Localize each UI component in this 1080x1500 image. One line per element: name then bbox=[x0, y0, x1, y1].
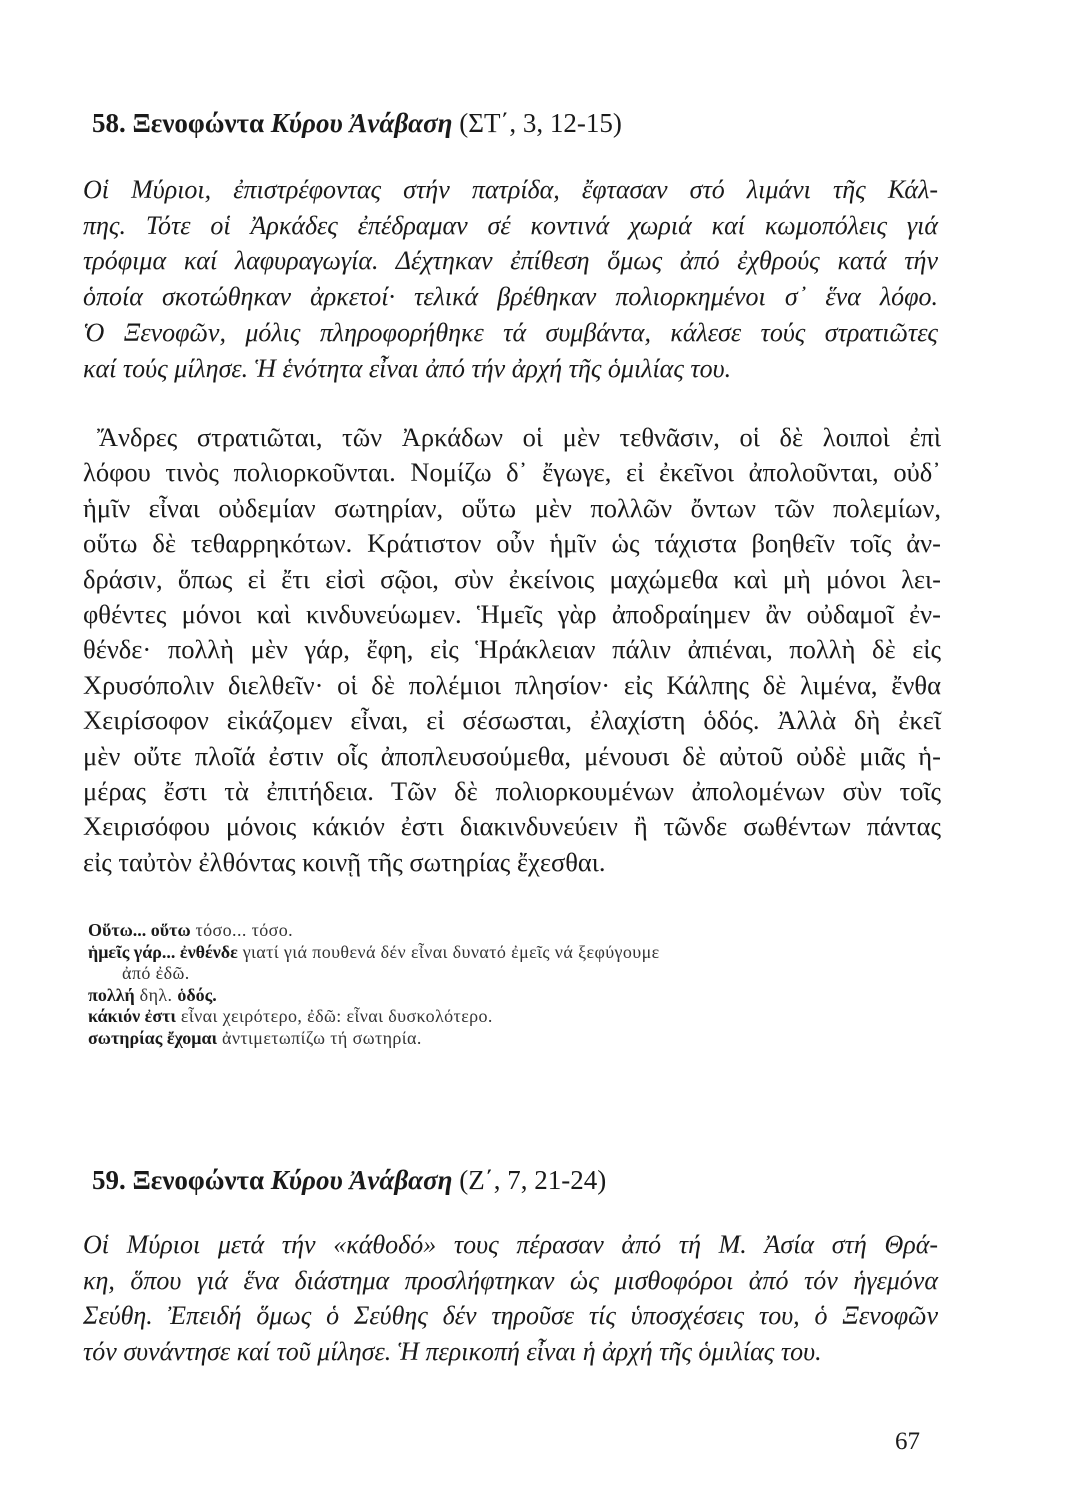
intro-line: Σεύθη. Ἐπειδή ὅμως ὁ Σεύθης δέν τηροῦσε τίς ὑποσχέσεις του, ὁ Ξενοφῶν bbox=[83, 1301, 938, 1331]
intro-line: Οἱ Μύριοι μετά τήν «κάθοδό» τους πέρασαν ἀπό τή Μ. Ἀσία στή Θρά- bbox=[83, 1230, 938, 1259]
glossary-term: ὁδός. bbox=[177, 984, 217, 1005]
glossary-definition: τόσο... τόσο. bbox=[190, 920, 294, 940]
intro-line: τρόφιμα καί λαφυραγωγία. Δέχτηκαν ἐπίθεση ὅμως ἀπό ἐχθρούς κατά τήν bbox=[83, 246, 938, 276]
section-59-heading bbox=[92, 1163, 606, 1197]
glossary-term: σωτηρίας ἔχομαι bbox=[88, 1027, 218, 1048]
section-58-author: Ξενοφώντα bbox=[132, 108, 265, 138]
section-58-intro bbox=[83, 172, 938, 386]
glossary-entry bbox=[88, 942, 948, 964]
glossary-entry bbox=[88, 985, 948, 1007]
section-58-reference: (ΣΤ΄, 3, 12-15) bbox=[459, 108, 622, 138]
glossary-term: πολλή bbox=[88, 984, 135, 1005]
greek-line: λόφου τινὸς πολιορκοῦνται. Νομίζω δ᾽ ἔγωγε, εἰ ἐκεῖνοι ἀπολοῦνται, οὐδ᾽ bbox=[83, 457, 941, 488]
section-59-author: Ξενοφώντα bbox=[132, 1165, 265, 1195]
greek-line: οὕτω δὲ τεθαρρηκότων. Κράτιστον οὖν ἡμῖν ὡς τάχιστα βοηθεῖν τοῖς ἀν- bbox=[83, 528, 941, 559]
greek-line: μέρας ἔστι τὰ ἐπιτήδεια. Τῶν δὲ πολιορκουμένων ἀπολομένων σὺν τοῖς bbox=[83, 776, 941, 807]
glossary-entry bbox=[88, 920, 948, 942]
intro-line: κη, ὅπου γιά ἕνα διάστημα προσλήφτηκαν ὡς μισθοφόροι ἀπό τόν ἡγεμόνα bbox=[83, 1265, 938, 1295]
section-59-number: 59. bbox=[92, 1165, 126, 1195]
glossary-definition: ἀπό ἐδῶ. bbox=[122, 963, 190, 983]
section-58-work-title: Κύρου Ἀνάβαση bbox=[270, 108, 453, 138]
glossary-definition: γιατί γιά πουθενά δέν εἶναι δυνατό ἐμεῖς νά ξεφύγουμε bbox=[237, 941, 660, 962]
greek-line: εἰς ταὐτὸν ἐλθόντας κοινῇ τῆς σωτηρίας ἔχεσθαι. bbox=[83, 846, 606, 877]
intro-line: Οἱ Μύριοι, ἐπιστρέφοντας στήν πατρίδα, ἔφτασαν στό λιμάνι τῆς Κάλ- bbox=[83, 175, 938, 204]
glossary-definition: ἀντιμετωπίζω τή σωτηρία. bbox=[217, 1027, 422, 1048]
glossary-entry bbox=[88, 1006, 948, 1028]
intro-line: καί τούς μίλησε. Ἡ ἑνότητα εἶναι ἀπό τήν ἀρχή τῆς ὁμιλίας του. bbox=[83, 353, 732, 383]
greek-line: δράσιν, ὅπως εἰ ἔτι εἰσὶ σῷοι, σὺν ἐκείνοις μαχώμεθα καὶ μὴ μόνοι λει- bbox=[83, 563, 941, 594]
glossary-term: Οὕτω... οὕτω bbox=[88, 920, 191, 940]
section-58-glossary bbox=[88, 920, 948, 1049]
section-58-number: 58. bbox=[92, 108, 126, 138]
glossary-definition: δηλ. bbox=[134, 984, 178, 1005]
glossary-term: ἡμεῖς γάρ... ἐνθένδε bbox=[88, 941, 238, 962]
intro-line: ὁποία σκοτώθηκαν ἀρκετοί· τελικά βρέθηκαν πολιορκημένοι σ᾽ ἕνα λόφο. bbox=[83, 282, 938, 312]
intro-line: Ὁ Ξενοφῶν, μόλις πληροφορήθηκε τά συμβάντα, κάλεσε τούς στρατιῶτες bbox=[83, 317, 938, 347]
section-58-greek-text bbox=[83, 420, 941, 880]
section-59-work-title: Κύρου Ἀνάβαση bbox=[270, 1165, 453, 1195]
intro-line: πης. Τότε οἱ Ἀρκάδες ἐπέδραμαν σέ κοντινά χωριά καί κωμοπόλεις γιά bbox=[83, 210, 938, 240]
section-59-intro bbox=[83, 1227, 938, 1370]
intro-line: τόν συνάντησε καί τοῦ μίλησε. Ἡ περικοπή εἶναι ἡ ἀρχή τῆς ὁμιλίας του. bbox=[83, 1337, 822, 1367]
greek-line: Χρυσόπολιν διελθεῖν· οἱ δὲ πολέμιοι πλησίον· εἰς Κάλπης δὲ λιμένα, ἔνθα bbox=[83, 669, 941, 700]
glossary-definition: εἶναι χειρότερο, ἐδῶ: εἶναι δυσκολότερο. bbox=[176, 1006, 493, 1026]
page-number: 67 bbox=[895, 1428, 920, 1455]
greek-line: Χειρισόφου μόνοις κάκιόν ἐστι διακινδυνεύειν ἢ τῶνδε σωθέντων πάντας bbox=[83, 811, 941, 842]
section-58-heading bbox=[92, 106, 622, 140]
greek-line: φθέντες μόνοι καὶ κινδυνεύωμεν. Ἡμεῖς γὰρ ἀποδραίημεν ἂν οὐδαμοῖ ἐν- bbox=[83, 599, 941, 630]
glossary-entry-continuation bbox=[88, 963, 948, 985]
greek-line: Χειρίσοφον εἰκάζομεν εἶναι, εἰ σέσωσται, ἐλαχίστη ὁδός. Ἀλλὰ δὴ ἐκεῖ bbox=[83, 705, 941, 736]
greek-line: μὲν οὔτε πλοῖά ἐστιν οἷς ἀποπλευσούμεθα, μένουσι δὲ αὐτοῦ οὐδὲ μιᾶς ἡ- bbox=[83, 740, 941, 771]
glossary-entry bbox=[88, 1028, 948, 1050]
greek-line: Ἄνδρες στρατιῶται, τῶν Ἀρκάδων οἱ μὲν τεθνᾶσιν, οἱ δὲ λοιποὶ ἐπὶ bbox=[97, 422, 941, 452]
glossary-term: κάκιόν ἐστι bbox=[88, 1006, 176, 1026]
greek-line: θένδε· πολλὴ μὲν γάρ, ἔφη, εἰς Ἡράκλειαν πάλιν ἀπιέναι, πολλὴ δὲ εἰς bbox=[83, 634, 941, 665]
section-59-reference: (Ζ΄, 7, 21-24) bbox=[459, 1165, 607, 1195]
greek-line: ἡμῖν εἶναι οὐδεμίαν σωτηρίαν, οὕτω μὲν πολλῶν ὄντων τῶν πολεμίων, bbox=[83, 492, 941, 523]
